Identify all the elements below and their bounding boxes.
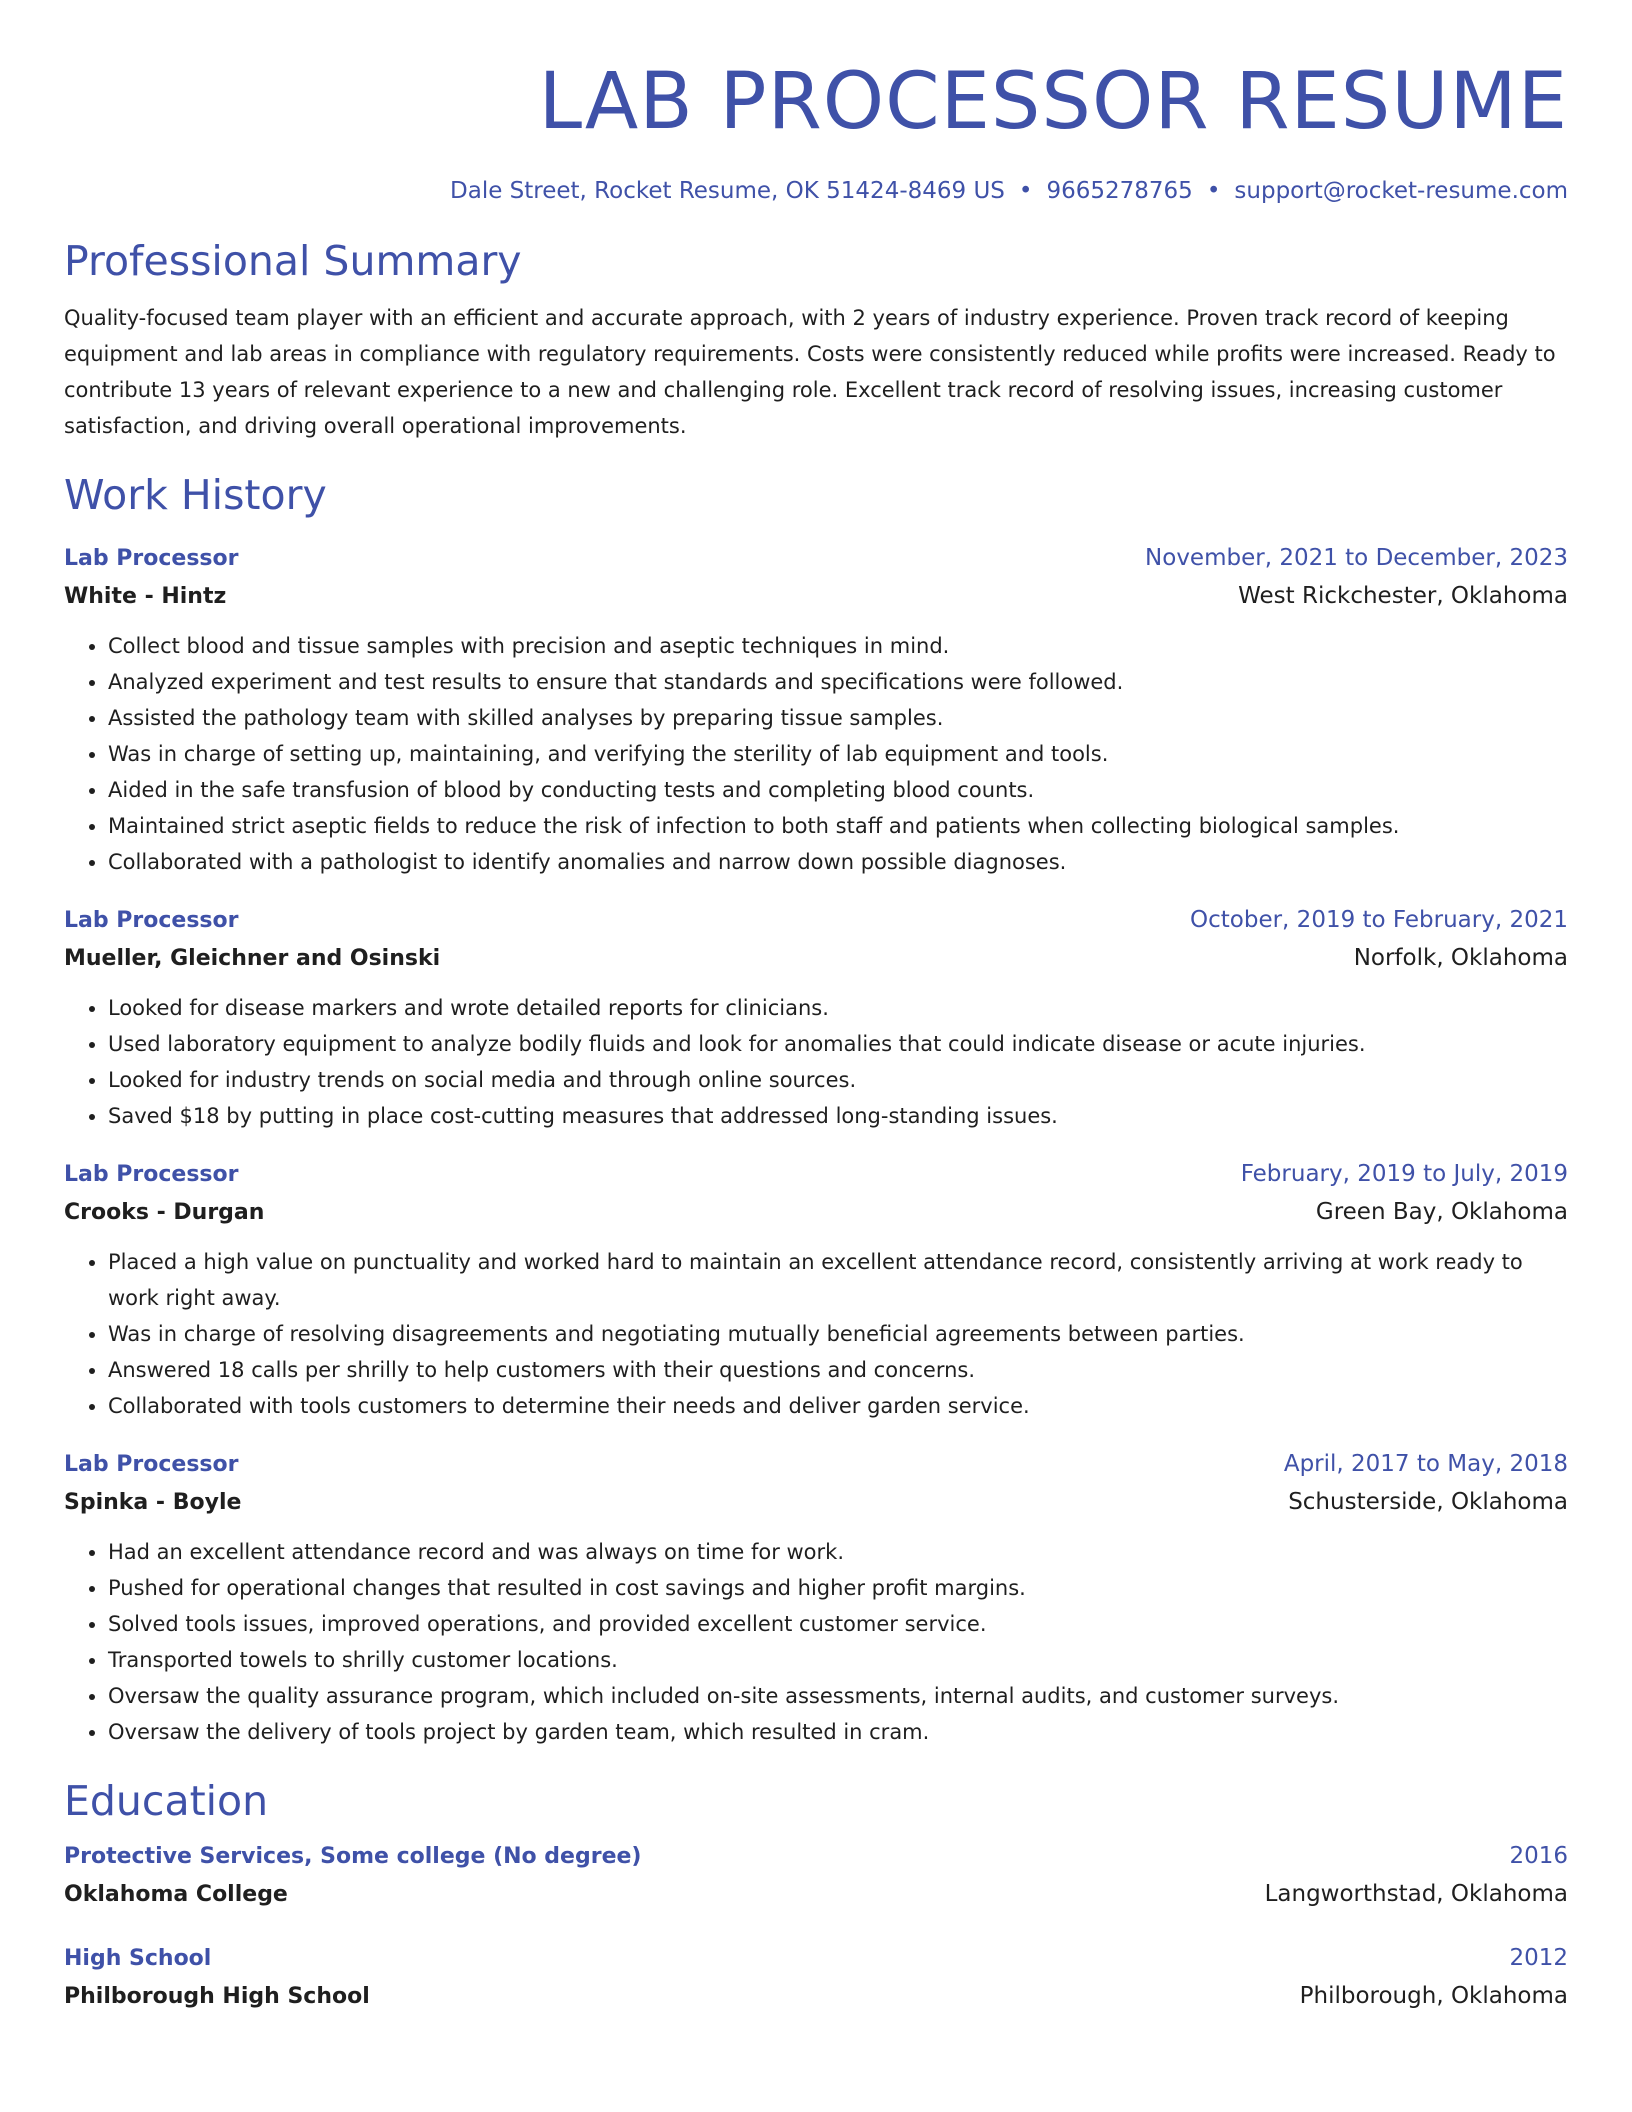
job-title: Lab Processor [64,546,239,571]
education-location: Langworthstad, Oklahoma [1264,1881,1568,1907]
job-bullet: • Collaborated with a pathologist to identify anomalies and narrow down possible diagnoses. [108,844,1568,880]
job-bullet: • Looked for industry trends on social media and through online sources. [108,1062,1568,1098]
job-title: Lab Processor [64,1162,239,1187]
education-school: Philborough High School [64,1984,370,2009]
resume-page [64,0,1568,2016]
job-employer: Mueller, Gleichner and Osinski [64,946,441,971]
job-dates: February, 2019 to July, 2019 [1240,1161,1568,1187]
job-bullet: • Collect blood and tissue samples with precision and aseptic techniques in mind. [108,628,1568,664]
job-bullet: • Oversaw the quality assurance program, which included on-site assessments, internal audits, and customer surveys. [108,1678,1568,1714]
summary-heading: Professional Summary [64,237,522,285]
job-bullet: • Maintained strict aseptic fields to reduce the risk of infection to both staff and patients when collecting biological samples. [108,808,1568,844]
job-bullet: • Saved $18 by putting in place cost-cutting measures that addressed long-standing issues. [108,1098,1568,1134]
job-dates: October, 2019 to February, 2021 [1190,907,1568,933]
resume-title: LAB PROCESSOR RESUME [538,57,1568,147]
job-bullet: • Used laboratory equipment to analyze bodily fluids and look for anomalies that could indicate disease or acute injuries. [108,1026,1568,1062]
job-bullet: • Assisted the pathology team with skilled analyses by preparing tissue samples. [108,700,1568,736]
job-bullets [64,628,1568,880]
job-bullet: • Transported towels to shrilly customer locations. [108,1642,1568,1678]
contact-separator: • [1206,178,1221,204]
job-employer: Spinka - Boyle [64,1490,242,1515]
education-degree: High School [64,1946,212,1971]
job-location: West Rickchester, Oklahoma [1238,583,1568,609]
job-bullet: • Was in charge of resolving disagreements and negotiating mutually beneficial agreements between parties. [108,1316,1568,1352]
summary-text: Quality-focused team player with an efficient and accurate approach, with 2 years of industry experience. Proven track record of keeping equipment and lab areas in compliance with regulatory requirements. Costs were consistently reduced while profits were increased. Ready to contribute 13 years of relevant experience to a new and challenging role. Excellent track record of resolving issues, increasing customer satisfaction, and driving overall operational improvements. [64,306,1556,438]
job-location: Norfolk, Oklahoma [1353,945,1568,971]
job-bullets [64,1244,1568,1424]
contact-address: Dale Street, Rocket Resume, OK 51424-8469 US [450,178,1005,204]
job-bullet: • Analyzed experiment and test results to ensure that standards and specifications were followed. [108,664,1568,700]
job-title: Lab Processor [64,1452,239,1477]
job-bullets [64,1534,1568,1750]
job-bullet: • Answered 18 calls per shrilly to help customers with their questions and concerns. [108,1352,1568,1388]
job-bullet: • Collaborated with tools customers to determine their needs and deliver garden service. [108,1388,1568,1424]
education-year: 2016 [1509,1843,1568,1869]
job-bullet: • Solved tools issues, improved operations, and provided excellent customer service. [108,1606,1568,1642]
education-school: Oklahoma College [64,1882,288,1907]
job-bullets [64,990,1568,1134]
contact-email: support@rocket-resume.com [1234,178,1568,204]
job-location: Green Bay, Oklahoma [1315,1199,1568,1225]
job-bullet: • Had an excellent attendance record and was always on time for work. [108,1534,1568,1570]
education-year: 2012 [1509,1945,1568,1971]
contact-line [64,176,1568,206]
education-location: Philborough, Oklahoma [1299,1983,1568,2009]
job-location: Schusterside, Oklahoma [1288,1489,1568,1515]
job-employer: Crooks - Durgan [64,1200,265,1225]
education-entry [64,1940,1568,2016]
job-title: Lab Processor [64,908,239,933]
job-bullet: • Oversaw the delivery of tools project by garden team, which resulted in cram. [108,1714,1568,1750]
job-bullet: • Looked for disease markers and wrote detailed reports for clinicians. [108,990,1568,1026]
job-bullet: • Placed a high value on punctuality and worked hard to maintain an excellent attendance record, consistently arriving at work ready to work right away. [108,1244,1568,1316]
job-employer: White - Hintz [64,584,227,609]
education-heading: Education [64,1777,269,1825]
contact-phone: 9665278765 [1046,178,1193,204]
job-bullet: • Was in charge of setting up, maintaining, and verifying the sterility of lab equipment and tools. [108,736,1568,772]
job-dates: April, 2017 to May, 2018 [1283,1451,1568,1477]
work-history-heading: Work History [64,471,327,519]
job-entry [64,902,1568,1134]
education-entry [64,1838,1568,1914]
job-entry [64,1446,1568,1750]
job-entry [64,540,1568,880]
education-degree: Protective Services, Some college (No degree) [64,1844,642,1869]
job-dates: November, 2021 to December, 2023 [1145,545,1568,571]
job-entry [64,1156,1568,1424]
contact-separator: • [1018,178,1033,204]
job-bullet: • Aided in the safe transfusion of blood by conducting tests and completing blood counts. [108,772,1568,808]
job-bullet: • Pushed for operational changes that resulted in cost savings and higher profit margins. [108,1570,1568,1606]
